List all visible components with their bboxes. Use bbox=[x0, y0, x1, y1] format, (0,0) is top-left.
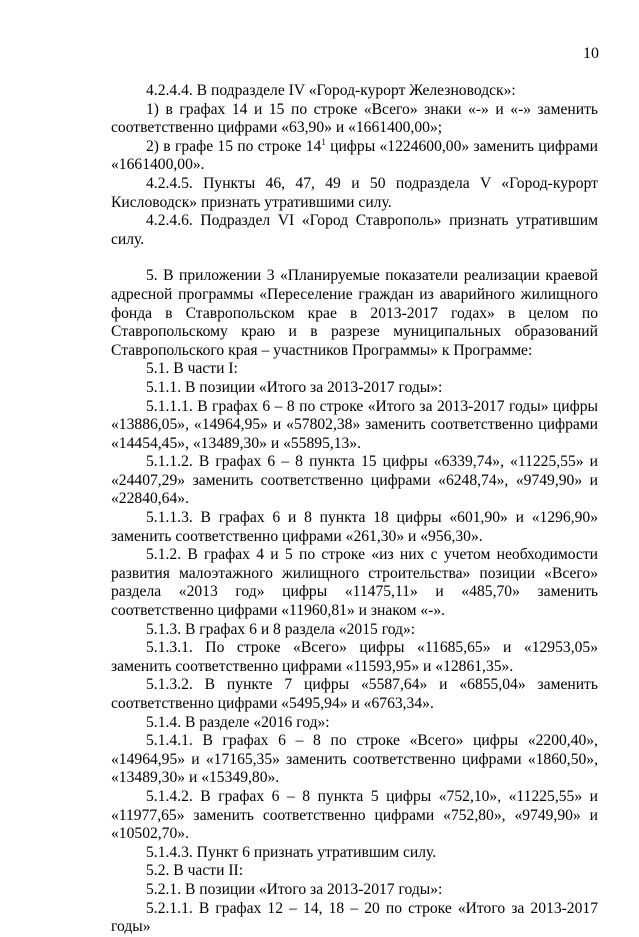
document-body bbox=[111, 82, 598, 937]
paragraph-5-1-3: 5.1.3. В графах 6 и 8 раздела «2015 год»: bbox=[146, 620, 416, 638]
paragraph-item-2-end: цифры «1224600,00» заменить цифрами «1661400,00». bbox=[111, 137, 598, 174]
page-number: 10 bbox=[583, 45, 599, 62]
paragraph-4-2-4-6: 4.2.4.6. Подраздел VI «Город Ставрополь» признать утратившим силу. bbox=[111, 212, 598, 248]
paragraph-5-1-1-3: 5.1.1.3. В графах 6 и 8 пункта 18 цифры «601,90» и «1296,90» заменить соответственно цифрами «261,30» и «956,30». bbox=[111, 509, 598, 545]
paragraph-5-1-2: 5.1.2. В графах 4 и 5 по строке «из них с учетом необходимости развития малоэтажного жилищного строительства» позиции «Всего» раздела «2013 год» цифры «11475,11» и «485,70» заменить соответственно цифрами «11960,81» и знаком «-». bbox=[111, 546, 598, 620]
paragraph-item-1: 1) в графах 14 и 15 по строке «Всего» знаки «-» и «-» заменить соответственно цифрами «63,90» и «1661400,00»; bbox=[111, 100, 598, 137]
paragraph-5-2-1: 5.2.1. В позиции «Итого за 2013-2017 годы»: bbox=[146, 880, 443, 898]
superscript-index: 1 bbox=[321, 136, 326, 147]
paragraph-5-1-3-2: 5.1.3.2. В пункте 7 цифры «5587,64» и «6855,04» заменить соответственно цифрами «5495,94» и «6763,34». bbox=[111, 676, 598, 712]
paragraph-4-2-4-4: 4.2.4.4. В подразделе IV «Город-курорт Железноводск»: bbox=[146, 82, 516, 99]
paragraph-item-2-start: 2) в графе 15 по строке 14 bbox=[146, 137, 322, 155]
paragraph-5-1-4-2: 5.1.4.2. В графах 6 – 8 пункта 5 цифры «752,10», «11225,55» и «11977,65» заменить соответственно цифрами «752,80», «9749,90» и «10502,70». bbox=[111, 787, 598, 843]
paragraph-4-2-4-5: 4.2.4.5. Пункты 46, 47, 49 и 50 подраздела V «Город-курорт Кисловодск» признать утратившими силу. bbox=[111, 174, 598, 211]
paragraph-5-1-1-1: 5.1.1.1. В графах 6 – 8 по строке «Итого за 2013-2017 годы» цифры «13886,05», «14964,95» и «57802,38» заменить соответственно цифрами «14454,45», «13489,30» и «55895,13». bbox=[111, 397, 598, 452]
paragraph-5-2-1-1: 5.2.1.1. В графах 12 – 14, 18 – 20 по строке «Итого за 2013-2017 годы» bbox=[111, 899, 598, 936]
paragraph-5-1-4-1: 5.1.4.1. В графах 6 – 8 по строке «Всего» цифры «2200,40», «14964,95» и «17165,35» заменить соответственно цифрами «1860,50», «13489,30» и «15349,80». bbox=[111, 732, 598, 787]
paragraph-5-1: 5.1. В части I: bbox=[146, 360, 238, 378]
paragraph-5-1-4: 5.1.4. В разделе «2016 год»: bbox=[146, 713, 330, 731]
paragraph-5: 5. В приложении 3 «Планируемые показатели реализации краевой адресной программы «Переселение граждан из аварийного жилищного фонда в Ставропольском крае в 2013-2017 годах» в целом по Ставропольскому краю и в разрезе муниципальных образований Ставропольского края – участников Программы» к Программе: bbox=[111, 267, 598, 359]
paragraph-5-1-3-1: 5.1.3.1. По строке «Всего» цифры «11685,65» и «12953,05» заменить соответственно цифрами «11593,95» и «12861,35». bbox=[111, 639, 598, 675]
paragraph-5-1-1-2: 5.1.1.2. В графах 6 – 8 пункта 15 цифры «6339,74», «11225,55» и «24407,29» заменить соответственно цифрами «6248,74», «9749,90» и «22840,64». bbox=[111, 453, 598, 508]
paragraph-5-2: 5.2. В части II: bbox=[146, 862, 244, 880]
paragraph-item-2 bbox=[111, 138, 598, 175]
paragraph-5-1-4-3: 5.1.4.3. Пункт 6 признать утратившим силу. bbox=[146, 843, 437, 861]
paragraph-5-1-1: 5.1.1. В позиции «Итого за 2013-2017 годы»: bbox=[146, 378, 443, 396]
